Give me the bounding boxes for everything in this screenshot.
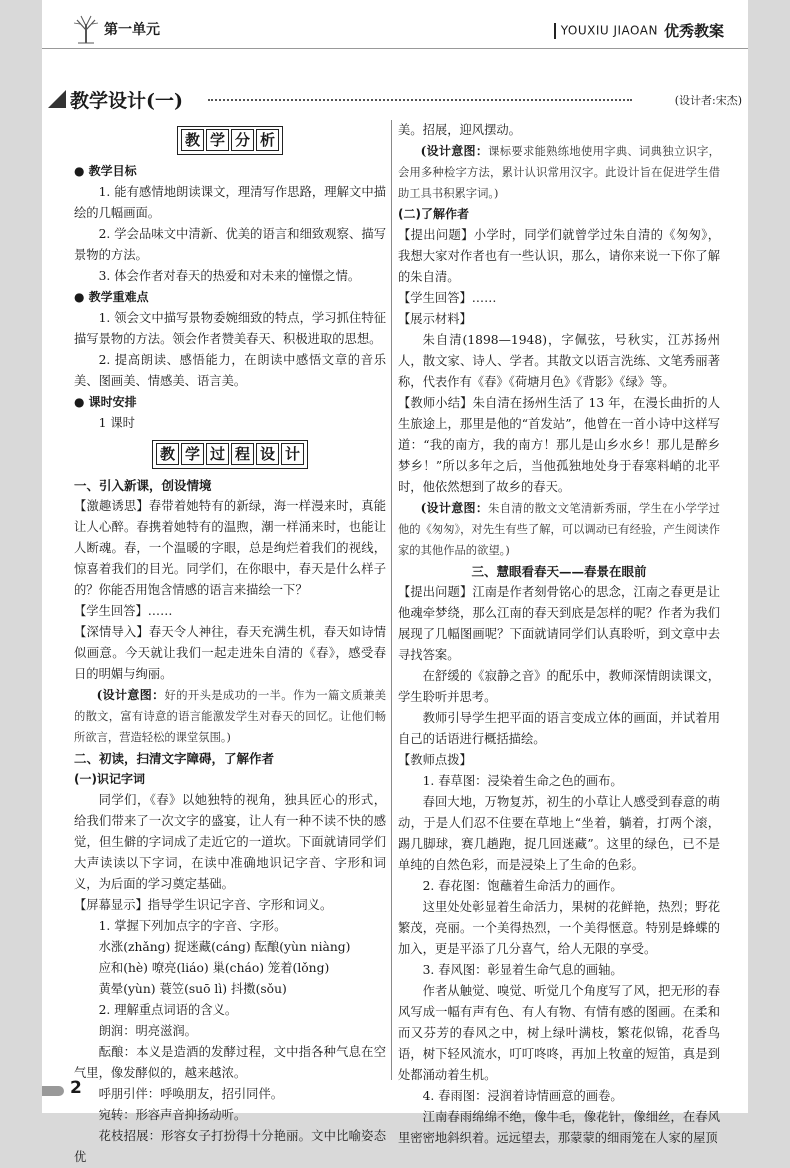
paragraph: 应和(hè) 嘹亮(liáo) 巢(cháo) 笼着(lǒng) (98, 961, 330, 975)
sub-heading: ● 教学重难点 (74, 290, 149, 304)
boxed-heading-char: 教 (181, 129, 204, 151)
note-label: (设计意图： (420, 501, 489, 515)
paragraph: 4. 春雨图：浸润着诗情画意的画卷。 (422, 1089, 623, 1103)
brand (554, 20, 724, 41)
boxed-heading-char: 学 (181, 443, 204, 465)
paragraph: 这里处处彰显着生命活力，果树的花鲜艳，热烈；野花繁茂，亮丽。一个美得热烈，一个美得惬意。特别是蜂蝶的加入，更是平添了几分喜气，给人无限的享受。 (398, 900, 720, 956)
paragraph: 1. 春草图：浸染着生命之色的画布。 (422, 774, 623, 788)
sub-heading: (二)了解作者 (398, 207, 469, 221)
boxed-heading-frame (177, 126, 283, 155)
brand-english: YOUXIU JIAOAN (560, 23, 658, 38)
sub-heading: ● 教学目标 (74, 164, 137, 178)
paragraph: 呼朋引伴：呼唤朋友，招引同伴。 (98, 1087, 284, 1101)
paragraph: 【提出问题】小学时，同学们就曾学过朱自清的《匆匆》，我想大家对作者也有一些认识，那么，请你来说一下你了解的朱自清。 (398, 228, 720, 284)
boxed-heading-char: 过 (206, 443, 229, 465)
dotted-rule (208, 99, 632, 101)
designer-credit: (设计者:宋杰) (674, 94, 742, 107)
column-divider (391, 120, 392, 1080)
paragraph: 美。招展，迎风摆动。 (398, 123, 521, 137)
paragraph: 【教师小结】朱自清在扬州生活了 13 年，在漫长曲折的人生旅途上，那里是他的“首发站”，他曾在一首小诗中这样写道：“我的南方，我的南方！那儿是山乡水乡！那儿是醉乡梦乡！”所以多年之后，当他孤独地处身于春寒料峭的北平时，他依然想到了故乡的春天。 (398, 396, 720, 494)
paragraph: 2. 春花图：饱蘸着生命活力的画作。 (422, 879, 623, 893)
boxed-heading-char: 析 (256, 129, 279, 151)
right-column (398, 120, 720, 1149)
paragraph: 【学生回答】…… (398, 291, 497, 305)
page-footer (42, 1078, 748, 1102)
note-text: 好的开头是成功的一半。作为一篇文质兼美的散文，富有诗意的语言能激发学生对春天的回忆。让他们畅所欲言，营造轻松的课堂氛围。) (74, 689, 386, 744)
note-label: (设计意图： (96, 688, 165, 702)
paragraph: 教师引导学生把平面的语言变成立体的画面，并试着用自己的话语进行概括描绘。 (398, 711, 720, 746)
paragraph: 3. 春风图：彰显着生命气息的画轴。 (422, 963, 623, 977)
paragraph: 【深情导入】春天令人神往，春天充满生机，春天如诗情似画意。今天就让我们一起走进朱自清的《春》，感受春日的明媚与绚丽。 (74, 625, 386, 681)
paragraph: 【提出问题】江南是作者刻骨铭心的思念，江南之春更是让他魂牵梦绕，那么江南的春天到底是怎样的呢？作者为我们展现了几幅图画呢？下面就请同学们认真聆听，到文章中去寻找答案。 (398, 585, 720, 662)
paragraph: 1. 领会文中描写景物委婉细致的特点，学习抓住特征描写景物的方法。领会作者赞美春天、积极进取的思想。 (74, 311, 386, 346)
paragraph: 朗润：明亮滋润。 (98, 1024, 197, 1038)
brand-chinese: 优秀教案 (663, 22, 724, 40)
design-intent-note (398, 141, 720, 204)
section-heading: 一、引入新课，创设情境 (74, 478, 212, 493)
paragraph: 2. 提高朗读、感悟能力，在朗读中感悟文章的音乐美、图画美、情感美、语言美。 (74, 353, 386, 388)
design-intent-note (74, 685, 386, 748)
paragraph: 作者从触觉、嗅觉、听觉几个角度写了风，把无形的春风写成一幅有声有色、有人有物、有情有感的图画。在柔和而又芬芳的春风之中，树上绿叶满枝，繁花似锦，花香鸟语，树下轻风流水，叮叮咚咚，再加上牧童的短笛，真是到处都涌动着生机。 (398, 984, 720, 1082)
boxed-heading-char: 分 (231, 129, 254, 151)
unit-title: 第一单元 (104, 22, 160, 38)
boxed-heading-char: 程 (231, 443, 254, 465)
paragraph: 朱自清(1898—1948)，字佩弦，号秋实，江苏扬州人，散文家、诗人、学者。其散文以语言洗练、文笔秀丽著称，代表作有《春》《荷塘月色》《背影》《绿》等。 (398, 333, 720, 389)
note-text: 课标要求能熟练地使用字典、词典独立识字，会用多种检字方法，累计认识常用汉字。此设计旨在促进学生借助工具书积累字词。) (398, 145, 720, 200)
paragraph: 酝酿：本义是造酒的发酵过程，文中指各种气息在空气里，像发酵似的，越来越浓。 (74, 1045, 386, 1080)
paragraph: 2. 理解重点词语的含义。 (98, 1003, 238, 1017)
brand-divider (554, 23, 556, 39)
paragraph: 【学生回答】…… (74, 604, 173, 618)
paragraph: 【屏幕显示】指导学生识记字音、字形和词义。 (74, 898, 333, 912)
section-title-bar (48, 86, 742, 114)
footer-tab-icon (42, 1086, 64, 1096)
sub-heading: ● 课时安排 (74, 395, 137, 409)
paragraph: 宛转：形容声音抑扬动听。 (98, 1108, 247, 1122)
boxed-heading (74, 440, 386, 469)
paragraph: 黄晕(yùn) 蓑笠(suō lì) 抖擞(sǒu) (98, 982, 287, 996)
page-number: 2 (70, 1078, 82, 1098)
paragraph: 1. 能有感情地朗读课文，理清写作思路，理解文中描绘的几幅画面。 (74, 185, 386, 220)
paragraph: 春回大地，万物复苏，初生的小草让人感受到春意的萌动，于是人们忍不住要在草地上“坐着，躺着，打两个滚，踢几脚球，赛几趟跑，捉几回迷藏”。这里的绿色，已不是单纯的自然色彩，而是浸染上了生命的色彩。 (398, 795, 720, 872)
boxed-heading-char: 教 (156, 443, 179, 465)
paragraph: 在舒缓的《寂静之音》的配乐中，教师深情朗读课文，学生聆听并思考。 (398, 669, 720, 704)
paragraph: 【激趣诱思】春带着她特有的新绿，海一样漫来时，真能让人心醉。春携着她特有的温煦，潮一样涌来时，也能让人断魂。春，一个温暖的字眼，总是绚烂着我们的视线，惊喜着我们的目光。同学们，在你眼中，春天是什么样子的？你能否用饱含情感的语言来描绘一下？ (74, 499, 386, 597)
page-header (42, 14, 748, 49)
paragraph: 【教师点拨】 (398, 753, 472, 767)
page (42, 0, 748, 1164)
paragraph: 水涨(zhǎng) 捉迷藏(cáng) 酝酿(yùn niàng) (98, 940, 351, 954)
paragraph: 同学们，《春》以她独特的视角，独具匠心的形式，给我们带来了一次文字的盛宴，让人有一种不读不快的感觉，但生僻的字词成了走近它的一道坎。下面就请同学们大声读读以下字词，在读中准确地识记字音、字形和词义，为后面的学习奠定基础。 (74, 793, 386, 891)
paragraph: 1 课时 (98, 416, 135, 430)
boxed-heading-char: 计 (281, 443, 304, 465)
section-heading: 三、慧眼看春天——春景在眼前 (471, 564, 647, 579)
tree-logo-icon (72, 14, 100, 44)
note-label: (设计意图： (420, 144, 489, 158)
design-intent-note (398, 498, 720, 561)
paragraph: 1. 掌握下列加点字的字音、字形。 (98, 919, 287, 933)
paragraph: 【展示材料】 (398, 312, 472, 326)
note-text: 朱自清的散文文笔清新秀丽，学生在小学学过他的《匆匆》，对先生有些了解，可以调动已有经验，产生阅读作家的其他作品的欲望。) (398, 502, 720, 557)
boxed-heading-char: 设 (256, 443, 279, 465)
paragraph: 江南春雨绵绵不绝，像牛毛，像花针，像细丝，在春风里密密地斜织着。远远望去，那蒙蒙的细雨笼在人家的屋顶 (398, 1110, 720, 1145)
paragraph: 2. 学会品味文中清新、优美的语言和细致观察、描写景物的方法。 (74, 227, 386, 262)
left-column (74, 120, 386, 1168)
boxed-heading (74, 126, 386, 155)
triangle-marker-icon (48, 90, 66, 108)
section-title: 教学设计(一) (70, 90, 183, 112)
sub-heading: (一)识记字词 (74, 772, 145, 786)
boxed-heading-frame (152, 440, 308, 469)
section-heading: 二、初读，扫清文字障碍，了解作者 (74, 751, 275, 766)
paragraph: 花枝招展：形容女子打扮得十分艳丽。文中比喻姿态优 (74, 1129, 386, 1164)
boxed-heading-char: 学 (206, 129, 229, 151)
paragraph: 3. 体会作者对春天的热爱和对未来的憧憬之情。 (98, 269, 361, 283)
